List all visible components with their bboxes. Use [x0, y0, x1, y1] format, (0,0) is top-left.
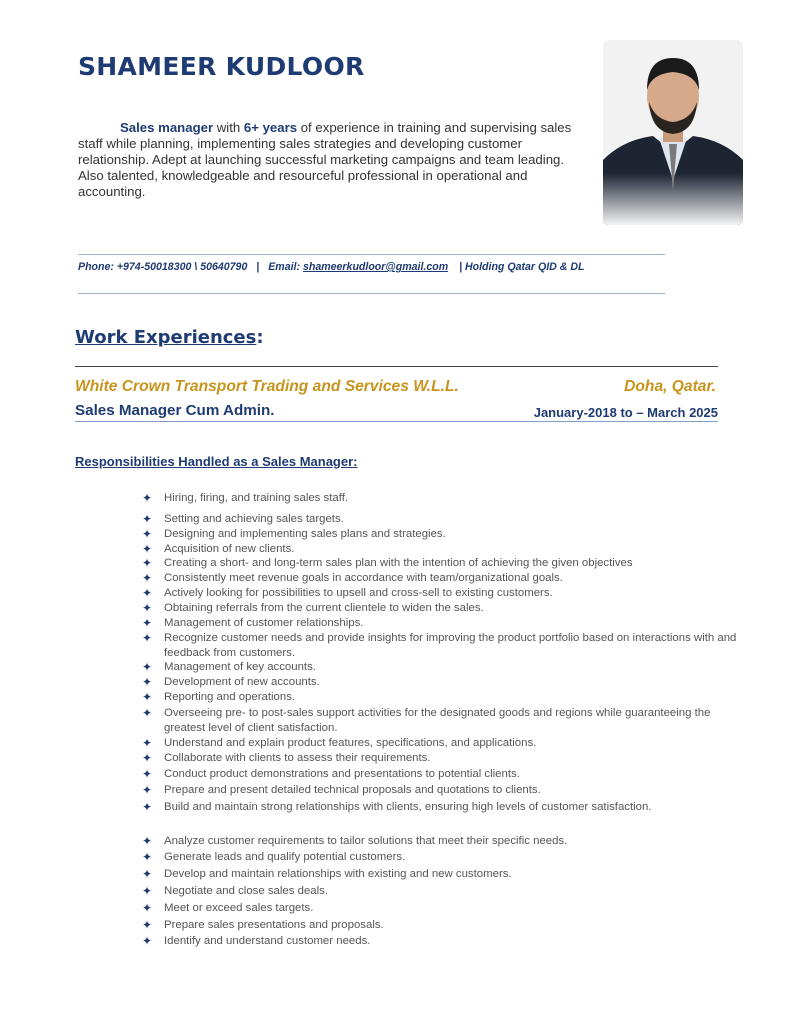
email-link[interactable]: shameerkudloor@gmail.com [302, 261, 449, 273]
responsibility-item [142, 491, 744, 506]
bullet-icon: ✦ [142, 783, 153, 797]
company-location: Doha, Qatar. [624, 378, 716, 395]
phone-text: Phone: +974-50018300 \ 50640790 [78, 261, 248, 273]
bullet-icon: ✦ [142, 527, 153, 541]
responsibility-item [142, 556, 744, 571]
profile-photo-image [603, 40, 743, 225]
bullet-icon: ✦ [142, 512, 153, 526]
bullet-icon: ✦ [142, 901, 153, 915]
profile-summary [78, 120, 583, 200]
work-experiences-colon: : [256, 327, 264, 348]
responsibility-text: Prepare and present detailed technical proposals and quotations to clients. [164, 784, 541, 796]
responsibility-text: Hiring, firing, and training sales staff. [164, 492, 349, 504]
responsibility-text: Meet or exceed sales targets. [164, 902, 314, 914]
bullet-icon: ✦ [142, 556, 153, 570]
responsibility-text: Develop and maintain relationships with existing and new customers. [164, 868, 512, 880]
responsibility-text: Reporting and operations. [164, 691, 296, 703]
bullet-icon: ✦ [142, 675, 153, 689]
responsibility-item [142, 751, 744, 766]
responsibility-text: Overseeing pre- to post-sales support activities for the designated goods and regions while guaranteeing the greatest level of client satisfaction. [164, 707, 711, 734]
responsibility-item [142, 631, 744, 661]
responsibility-item [142, 934, 744, 949]
bullet-icon: ✦ [142, 934, 153, 948]
responsibility-item [142, 884, 744, 899]
responsibility-item [142, 834, 744, 849]
responsibility-text: Acquisition of new clients. [164, 543, 295, 555]
responsibility-text: Build and maintain strong relationships with clients, ensuring high levels of customer satisfaction. [164, 801, 652, 813]
candidate-name: SHAMEER KUDLOOR [78, 52, 365, 81]
divider-top [78, 254, 665, 255]
section-divider [75, 366, 718, 367]
responsibility-text: Identify and understand customer needs. [164, 935, 371, 947]
responsibility-item [142, 850, 744, 865]
responsibility-text: Understand and explain product features, specifications, and applications. [164, 737, 537, 749]
responsibility-text: Management of customer relationships. [164, 617, 364, 629]
role-underline [75, 421, 718, 422]
bullet-icon: ✦ [142, 571, 153, 585]
bullet-icon: ✦ [142, 542, 153, 556]
bullet-icon: ✦ [142, 491, 153, 505]
summary-lead: Sales manager [120, 120, 214, 135]
responsibility-item [142, 512, 744, 527]
responsibility-text: Actively looking for possibilities to upsell and cross-sell to existing customers. [164, 587, 553, 599]
responsibility-text: Generate leads and qualify potential customers. [164, 851, 406, 863]
bullet-icon: ✦ [142, 800, 153, 814]
responsibility-item [142, 867, 744, 882]
bullet-icon: ✦ [142, 736, 153, 750]
responsibility-item [142, 800, 744, 815]
work-experiences-heading [75, 327, 264, 348]
job-role: Sales Manager Cum Admin. [75, 402, 275, 419]
qid-dl-text: | Holding Qatar QID & DL [459, 261, 585, 273]
company-name: White Crown Transport Trading and Services W.L.L. [75, 378, 459, 395]
responsibility-text: Creating a short- and long-term sales plan with the intention of achieving the given objectives [164, 557, 633, 569]
responsibility-item [142, 542, 744, 557]
work-experiences-title: Work Experiences [75, 327, 257, 348]
bullet-icon: ✦ [142, 631, 153, 645]
bullet-icon: ✦ [142, 850, 153, 864]
bullet-icon: ✦ [142, 690, 153, 704]
contact-line [78, 261, 698, 273]
responsibility-text: Obtaining referrals from the current clientele to widen the sales. [164, 602, 484, 614]
responsibility-item [142, 675, 744, 690]
bullet-icon: ✦ [142, 660, 153, 674]
responsibility-item [142, 527, 744, 542]
responsibility-item [142, 918, 744, 933]
bullet-icon: ✦ [142, 586, 153, 600]
responsibility-text: Conduct product demonstrations and presentations to potential clients. [164, 768, 520, 780]
divider-contact-bottom [78, 293, 665, 294]
separator: | [256, 261, 260, 273]
bullet-icon: ✦ [142, 601, 153, 615]
responsibility-item [142, 767, 744, 782]
bullet-icon: ✦ [142, 751, 153, 765]
responsibility-text: Designing and implementing sales plans and strategies. [164, 528, 446, 540]
responsibility-text: Development of new accounts. [164, 676, 320, 688]
responsibility-text: Setting and achieving sales targets. [164, 513, 344, 525]
summary-years: 6+ years [243, 120, 298, 135]
responsibility-text: Analyze customer requirements to tailor solutions that meet their specific needs. [164, 835, 568, 847]
responsibility-item [142, 706, 744, 736]
bullet-icon: ✦ [142, 834, 153, 848]
responsibility-item [142, 571, 744, 586]
summary-with: with [213, 120, 244, 135]
responsibility-item [142, 601, 744, 616]
bullet-icon: ✦ [142, 706, 153, 720]
bullet-icon: ✦ [142, 767, 153, 781]
responsibility-item [142, 616, 744, 631]
profile-photo [603, 40, 743, 225]
responsibility-item [142, 901, 744, 916]
responsibility-text: Collaborate with clients to assess their requirements. [164, 752, 431, 764]
responsibility-item [142, 690, 744, 705]
bullet-icon: ✦ [142, 884, 153, 898]
bullet-icon: ✦ [142, 867, 153, 881]
responsibility-text: Recognize customer needs and provide insights for improving the product portfolio based on interactions with and feedback from customers. [164, 632, 737, 659]
responsibility-item [142, 736, 744, 751]
summary-rest: of experience in training and supervising sales staff while planning, implementing sales strategies and developing customer relationship. Adept at launching successful marketing campaigns and team leading. Also talented, knowledgeable and resourceful professional in operational and accounting. [78, 120, 572, 199]
responsibility-item [142, 783, 744, 798]
responsibilities-heading: Responsibilities Handled as a Sales Manager: [75, 454, 358, 469]
responsibility-text: Management of key accounts. [164, 661, 316, 673]
responsibility-item [142, 660, 744, 675]
email-label: Email: [268, 261, 301, 273]
responsibility-item [142, 586, 744, 601]
bullet-icon: ✦ [142, 918, 153, 932]
responsibility-text: Consistently meet revenue goals in accordance with team/organizational goals. [164, 572, 563, 584]
responsibility-text: Negotiate and close sales deals. [164, 885, 329, 897]
responsibility-text: Prepare sales presentations and proposals. [164, 919, 384, 931]
bullet-icon: ✦ [142, 616, 153, 630]
job-dates: January-2018 to – March 2025 [533, 405, 718, 420]
